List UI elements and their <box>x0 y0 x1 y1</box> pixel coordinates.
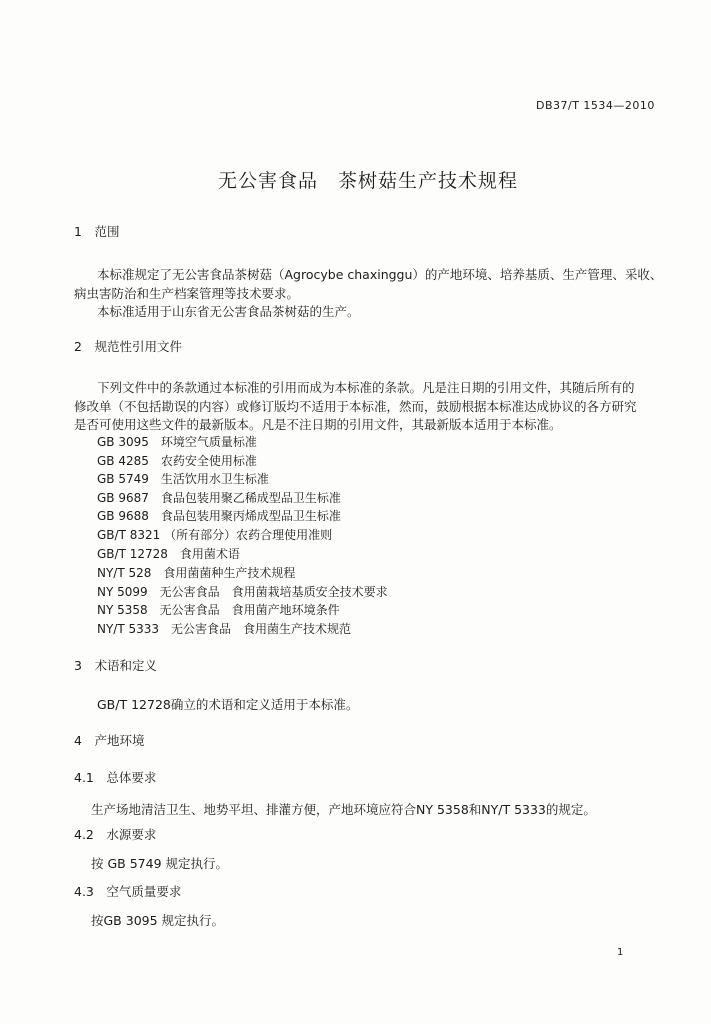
section-4-2-heading: 4.2 水源要求 <box>74 827 157 842</box>
reference-item: GB/T 8321 （所有部分）农药合理使用准则 <box>97 528 333 542</box>
section-1-paragraph-1-line-1: 本标准规定了无公害食品茶树菇（Agrocybe chaxinggu）的产地环境、培养基质、生产管理、采收、 <box>97 267 663 282</box>
reference-item: NY/T 528 食用菌菌种生产技术规程 <box>97 566 296 580</box>
section-3-heading: 3 术语和定义 <box>74 658 157 673</box>
reference-item: GB 4285 农药安全使用标准 <box>97 454 257 468</box>
reference-item: NY 5099 无公害食品 食用菌栽培基质安全技术要求 <box>97 585 388 599</box>
section-4-1-heading: 4.1 总体要求 <box>74 770 157 785</box>
section-1-paragraph-2: 本标准适用于山东省无公害食品茶树菇的生产。 <box>97 304 360 319</box>
section-2-paragraph-line-3: 是否可使用这些文件的最新版本。凡是不注日期的引用文件，其最新版本适用于本标准。 <box>74 417 562 432</box>
reference-item: GB 3095 环境空气质量标准 <box>97 435 257 449</box>
reference-item: GB 5749 生活饮用水卫生标准 <box>97 472 269 486</box>
section-2-heading: 2 规范性引用文件 <box>74 339 182 354</box>
document-title: 无公害食品 茶树菇生产技术规程 <box>218 170 519 192</box>
section-3-paragraph: GB/T 12728确立的术语和定义适用于本标准。 <box>97 697 359 712</box>
reference-item: GB 9687 食品包装用聚乙稀成型品卫生标准 <box>97 491 341 505</box>
section-2-paragraph-line-1: 下列文件中的条款通过本标准的引用而成为本标准的条款。凡是注日期的引用文件，其随后所有的 <box>97 380 635 395</box>
section-4-1-paragraph: 生产场地清洁卫生、地势平坦、排灌方便，产地环境应符合NY 5358和NY/T 5333的规定。 <box>91 802 596 817</box>
section-4-3-heading: 4.3 空气质量要求 <box>74 884 182 899</box>
reference-item: NY 5358 无公害食品 食用菌产地环境条件 <box>97 603 340 617</box>
reference-item: GB/T 12728 食用菌术语 <box>97 547 240 561</box>
reference-item: GB 9688 食品包装用聚丙烯成型品卫生标准 <box>97 509 341 523</box>
reference-item: NY/T 5333 无公害食品 食用菌生产技术规范 <box>97 622 352 636</box>
page-number: 1 <box>617 947 624 958</box>
section-1-paragraph-1-line-2: 病虫害防治和生产档案管理等技术要求。 <box>74 286 300 301</box>
section-4-3-paragraph: 按GB 3095 规定执行。 <box>91 913 225 928</box>
section-4-2-paragraph: 按 GB 5749 规定执行。 <box>91 856 228 871</box>
section-4-heading: 4 产地环境 <box>74 733 145 748</box>
standard-code: DB37/T 1534—2010 <box>536 99 655 112</box>
section-1-heading: 1 范围 <box>74 224 120 239</box>
section-2-paragraph-line-2: 修改单（不包括勘误的内容）或修订版均不适用于本标准，然而，鼓励根据本标准达成协议的各方研究 <box>74 399 637 414</box>
